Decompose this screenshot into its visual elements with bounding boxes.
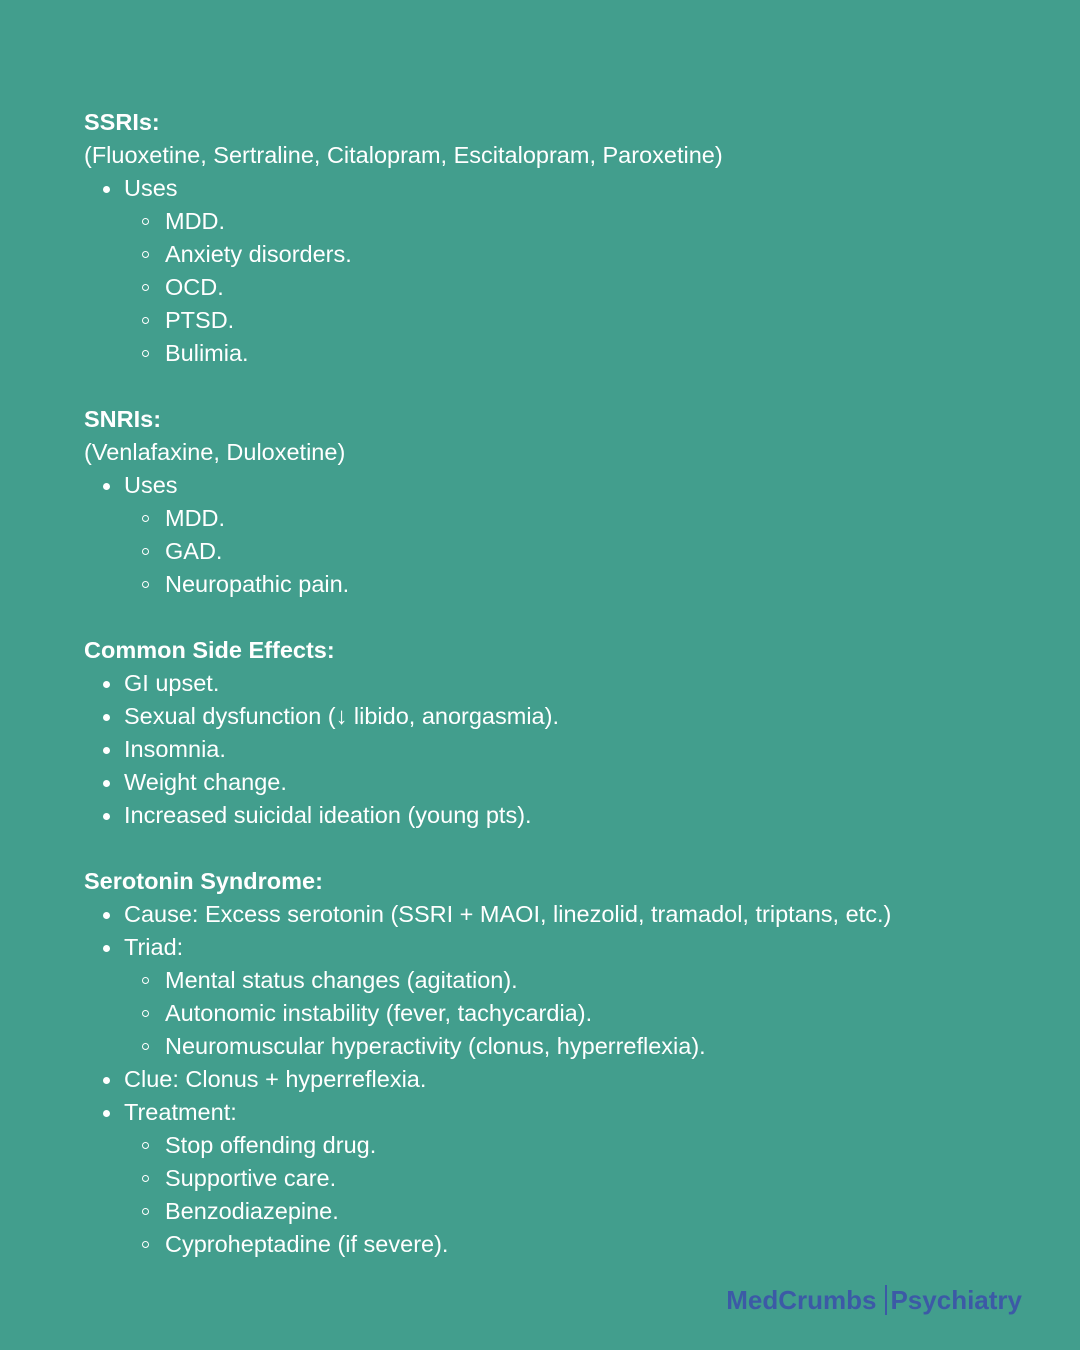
section-heading: Common Side Effects: (84, 637, 335, 663)
list-item: Insomnia. (84, 733, 1044, 766)
sub-list (124, 964, 1044, 1063)
section-heading: Serotonin Syndrome: (84, 868, 323, 894)
list-item: Neuromuscular hyperactivity (clonus, hyperreflexia). (124, 1030, 1044, 1063)
brand-footer (726, 1283, 1022, 1317)
list-item: Benzodiazepine. (124, 1195, 1044, 1228)
list-item: GAD. (124, 535, 1044, 568)
list-item: Supportive care. (124, 1162, 1044, 1195)
triad-label: Triad: (124, 934, 184, 960)
list-item (84, 1096, 1044, 1261)
section-heading: SSRIs: (84, 109, 160, 135)
section-snris (84, 403, 1044, 601)
sub-list (124, 205, 1044, 370)
list-item: Increased suicidal ideation (young pts). (84, 799, 1044, 832)
list-item: MDD. (124, 205, 1044, 238)
list-item: Mental status changes (agitation). (124, 964, 1044, 997)
drug-list: (Fluoxetine, Sertraline, Citalopram, Escitalopram, Paroxetine) (84, 142, 723, 168)
bullet-list (84, 667, 1044, 832)
brand-name: MedCrumbs (726, 1285, 877, 1315)
bullet-list (84, 172, 1044, 370)
list-item: MDD. (124, 502, 1044, 535)
drug-list: (Venlafaxine, Duloxetine) (84, 439, 346, 465)
list-item: Sexual dysfunction (↓ libido, anorgasmia). (84, 700, 1044, 733)
sub-list (124, 1129, 1044, 1261)
treatment-label: Treatment: (124, 1099, 237, 1125)
list-item: GI upset. (84, 667, 1044, 700)
list-item: Weight change. (84, 766, 1044, 799)
list-item: Cyproheptadine (if severe). (124, 1228, 1044, 1261)
list-item (84, 172, 1044, 370)
list-item: Clue: Clonus + hyperreflexia. (84, 1063, 1044, 1096)
list-item: Bulimia. (124, 337, 1044, 370)
section-side-effects (84, 634, 1044, 832)
list-item: PTSD. (124, 304, 1044, 337)
list-item: Autonomic instability (fever, tachycardia). (124, 997, 1044, 1030)
list-item (84, 469, 1044, 601)
uses-label: Uses (124, 175, 178, 201)
brand-topic: Psychiatry (890, 1285, 1022, 1315)
section-ssris (84, 106, 1044, 370)
list-item (84, 931, 1044, 1063)
list-item: Anxiety disorders. (124, 238, 1044, 271)
list-item: Neuropathic pain. (124, 568, 1044, 601)
section-serotonin-syndrome (84, 865, 1044, 1261)
list-item: Stop offending drug. (124, 1129, 1044, 1162)
sub-list (124, 502, 1044, 601)
section-heading: SNRIs: (84, 406, 162, 432)
brand-divider (885, 1285, 887, 1315)
uses-label: Uses (124, 472, 178, 498)
list-item: OCD. (124, 271, 1044, 304)
bullet-list (84, 469, 1044, 601)
notes-content (84, 106, 1044, 1294)
list-item: Cause: Excess serotonin (SSRI + MAOI, linezolid, tramadol, triptans, etc.) (84, 898, 1044, 931)
bullet-list (84, 898, 1044, 1261)
